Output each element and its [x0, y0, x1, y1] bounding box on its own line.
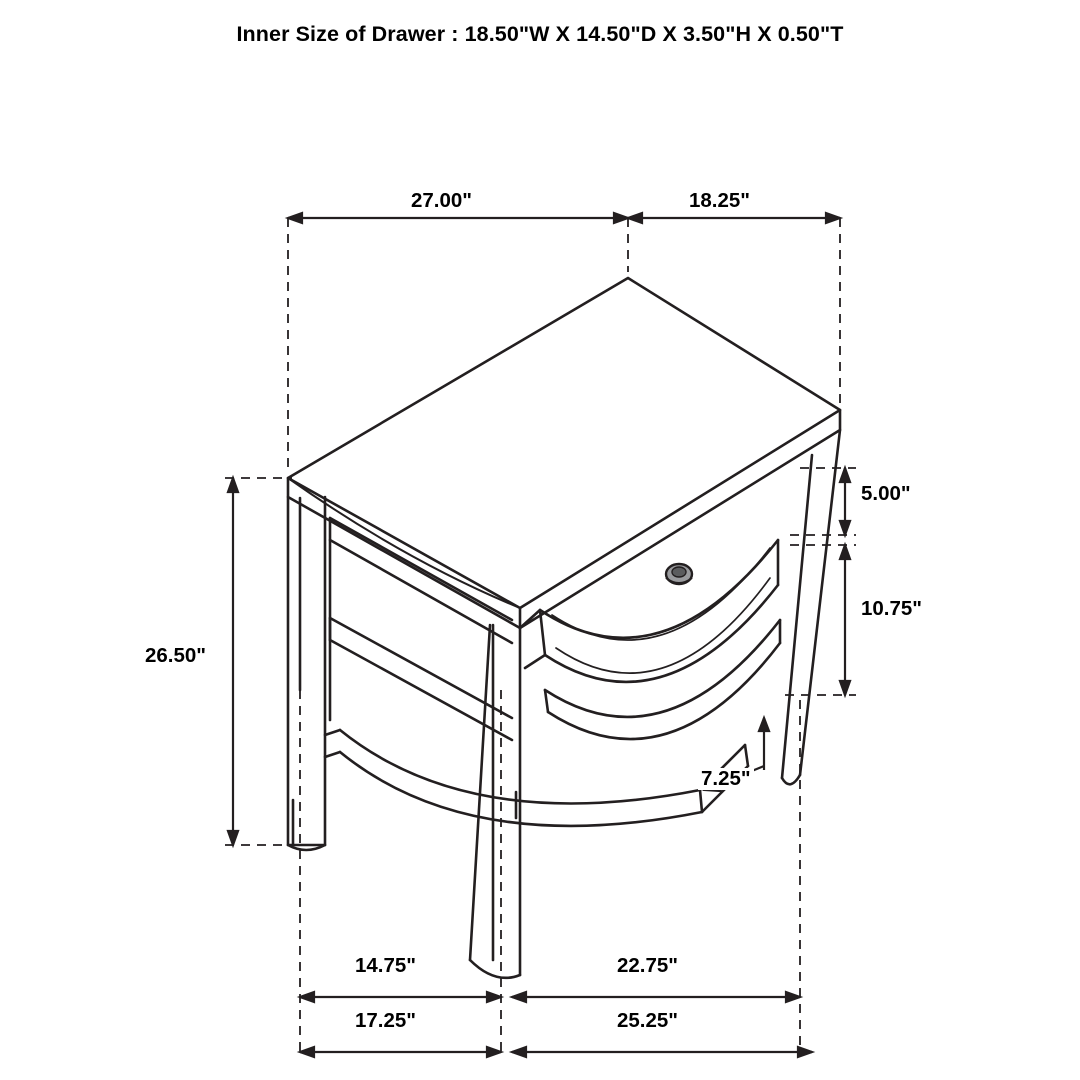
dim-label-top-left: 27.00": [408, 190, 475, 212]
table-outline: [288, 278, 840, 978]
dim-label-bottom-inner-left: 14.75": [352, 955, 419, 977]
right-rear-leg-inner: [782, 455, 812, 778]
drawer-to-front-leg-lower: [525, 655, 545, 668]
dimension-arrow-lines: [228, 213, 850, 1057]
dim-label-bottom-outer-right: 25.25": [614, 1010, 681, 1032]
dimension-extension-lines: [225, 218, 856, 1055]
right-rear-leg-outer: [800, 430, 840, 775]
lower-stretcher-right-cap: [745, 745, 748, 766]
dim-label-right-upper: 5.00": [858, 483, 914, 505]
shelf-front-edge: [548, 643, 780, 739]
shelf-left-edge: [545, 690, 548, 712]
dim-label-left-height: 26.50": [142, 645, 209, 667]
left-apron-top-edge: [330, 518, 512, 620]
drawer-inner-bevel-top: [552, 548, 770, 640]
lower-stretcher-right-end: [700, 790, 702, 812]
left-rail-join: [325, 730, 340, 735]
left-apron-bottom-edge: [330, 540, 512, 643]
shelf-left-rail-bottom: [330, 640, 512, 740]
shelf-left-rail-top: [330, 618, 512, 718]
dim-label-bottom-inner-right: 22.75": [614, 955, 681, 977]
dim-label-right-lower: 10.75": [858, 598, 925, 620]
drawer-knob-icon: [666, 564, 692, 584]
drawer-inner-bevel-bottom: [556, 578, 770, 673]
dim-label-top-right: 18.25": [686, 190, 753, 212]
left-rear-leg: [288, 497, 325, 845]
table-top-surface: [288, 278, 840, 608]
right-rear-leg-foot: [782, 775, 800, 784]
drawer-left-edge: [540, 610, 545, 655]
dim-label-bottom-outer-left: 17.25": [352, 1010, 419, 1032]
page-title: Inner Size of Drawer : 18.50"W X 14.50"D X 3.50"H X 0.50"T: [236, 22, 844, 46]
left-rail-join-2: [325, 752, 340, 757]
drawer-top-rail: [540, 540, 778, 638]
front-leg-foot: [470, 960, 520, 978]
dim-label-shelf-height: 7.25": [698, 768, 754, 790]
